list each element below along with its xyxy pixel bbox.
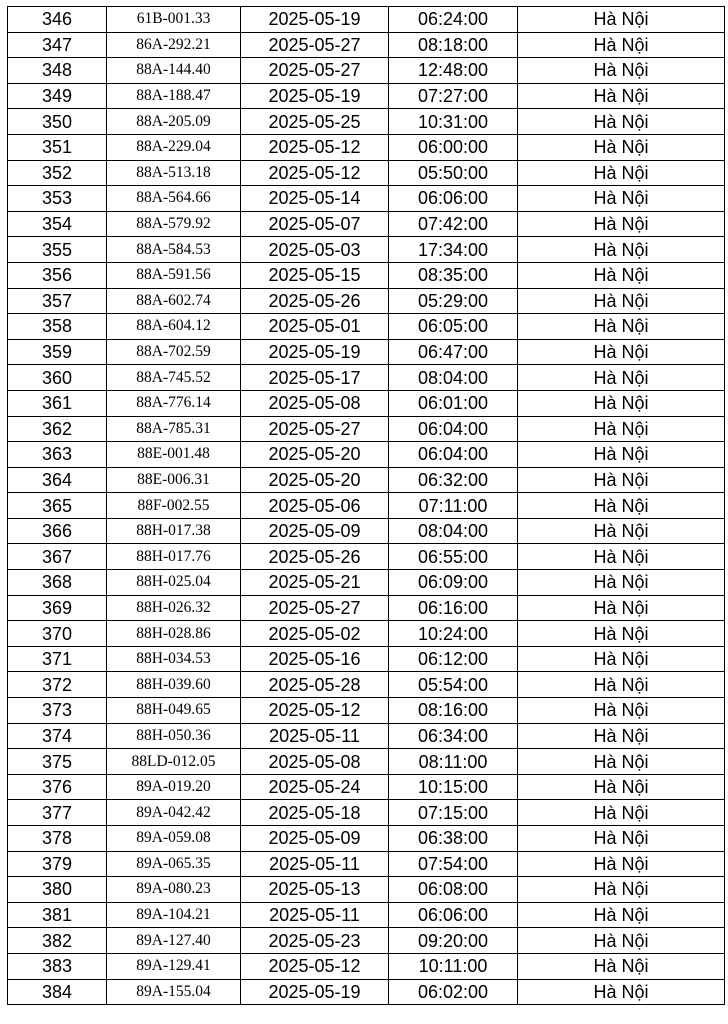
table-row (8, 186, 725, 212)
row-index-cell: 381 (8, 902, 107, 928)
table-row (8, 109, 725, 135)
row-index-cell: 346 (8, 7, 107, 33)
license-plate-cell: 88A-564.66 (107, 186, 241, 212)
table-row (8, 339, 725, 365)
row-index-cell: 379 (8, 851, 107, 877)
location-cell: Hà Nội (518, 288, 725, 314)
table-row (8, 621, 725, 647)
location-cell: Hà Nội (518, 416, 725, 442)
date-cell: 2025-05-08 (241, 749, 389, 775)
license-plate-cell: 88A-785.31 (107, 416, 241, 442)
time-cell: 10:24:00 (389, 621, 518, 647)
time-cell: 06:09:00 (389, 570, 518, 596)
row-index-cell: 347 (8, 32, 107, 58)
time-cell: 08:11:00 (389, 749, 518, 775)
license-plate-cell: 89A-129.41 (107, 953, 241, 979)
table-row (8, 83, 725, 109)
license-plate-cell: 89A-042.42 (107, 800, 241, 826)
date-cell: 2025-05-18 (241, 800, 389, 826)
time-cell: 17:34:00 (389, 237, 518, 263)
license-plate-cell: 89A-059.08 (107, 826, 241, 852)
row-index-cell: 384 (8, 979, 107, 1005)
date-cell: 2025-05-12 (241, 160, 389, 186)
table-row (8, 953, 725, 979)
table-row (8, 237, 725, 263)
license-plate-cell: 89A-065.35 (107, 851, 241, 877)
license-plate-cell: 88H-050.36 (107, 723, 241, 749)
date-cell: 2025-05-19 (241, 7, 389, 33)
row-index-cell: 374 (8, 723, 107, 749)
license-plate-cell: 88A-702.59 (107, 339, 241, 365)
time-cell: 08:04:00 (389, 518, 518, 544)
table-row (8, 800, 725, 826)
license-plate-cell: 88H-049.65 (107, 698, 241, 724)
date-cell: 2025-05-20 (241, 467, 389, 493)
table-row (8, 58, 725, 84)
time-cell: 05:29:00 (389, 288, 518, 314)
time-cell: 06:00:00 (389, 134, 518, 160)
date-cell: 2025-05-09 (241, 518, 389, 544)
row-index-cell: 364 (8, 467, 107, 493)
table-row (8, 979, 725, 1005)
row-index-cell: 359 (8, 339, 107, 365)
row-index-cell: 353 (8, 186, 107, 212)
table-row (8, 518, 725, 544)
time-cell: 10:31:00 (389, 109, 518, 135)
license-plate-cell: 88A-591.56 (107, 262, 241, 288)
date-cell: 2025-05-25 (241, 109, 389, 135)
table-row (8, 160, 725, 186)
location-cell: Hà Nội (518, 826, 725, 852)
date-cell: 2025-05-17 (241, 365, 389, 391)
date-cell: 2025-05-23 (241, 928, 389, 954)
location-cell: Hà Nội (518, 442, 725, 468)
row-index-cell: 348 (8, 58, 107, 84)
license-plate-cell: 88H-039.60 (107, 672, 241, 698)
location-cell: Hà Nội (518, 339, 725, 365)
time-cell: 06:06:00 (389, 902, 518, 928)
row-index-cell: 358 (8, 314, 107, 340)
license-plate-cell: 88A-205.09 (107, 109, 241, 135)
row-index-cell: 352 (8, 160, 107, 186)
date-cell: 2025-05-07 (241, 211, 389, 237)
row-index-cell: 355 (8, 237, 107, 263)
location-cell: Hà Nội (518, 83, 725, 109)
table-row (8, 442, 725, 468)
time-cell: 06:06:00 (389, 186, 518, 212)
row-index-cell: 360 (8, 365, 107, 391)
location-cell: Hà Nội (518, 800, 725, 826)
table-row (8, 493, 725, 519)
table-row (8, 570, 725, 596)
license-plate-cell: 88A-144.40 (107, 58, 241, 84)
table-row (8, 288, 725, 314)
table-row (8, 851, 725, 877)
location-cell: Hà Nội (518, 774, 725, 800)
location-cell: Hà Nội (518, 979, 725, 1005)
row-index-cell: 378 (8, 826, 107, 852)
license-plate-cell: 88F-002.55 (107, 493, 241, 519)
time-cell: 06:16:00 (389, 595, 518, 621)
location-cell: Hà Nội (518, 160, 725, 186)
row-index-cell: 354 (8, 211, 107, 237)
location-cell: Hà Nội (518, 262, 725, 288)
license-plate-cell: 61B-001.33 (107, 7, 241, 33)
license-plate-cell: 88A-602.74 (107, 288, 241, 314)
location-cell: Hà Nội (518, 390, 725, 416)
license-plate-cell: 88H-017.76 (107, 544, 241, 570)
time-cell: 08:18:00 (389, 32, 518, 58)
time-cell: 07:27:00 (389, 83, 518, 109)
time-cell: 06:02:00 (389, 979, 518, 1005)
date-cell: 2025-05-12 (241, 698, 389, 724)
time-cell: 05:54:00 (389, 672, 518, 698)
location-cell: Hà Nội (518, 953, 725, 979)
license-plate-cell: 88H-026.32 (107, 595, 241, 621)
date-cell: 2025-05-24 (241, 774, 389, 800)
row-index-cell: 368 (8, 570, 107, 596)
table-row (8, 877, 725, 903)
time-cell: 05:50:00 (389, 160, 518, 186)
location-cell: Hà Nội (518, 851, 725, 877)
license-plate-cell: 88H-034.53 (107, 646, 241, 672)
license-plate-cell: 88E-001.48 (107, 442, 241, 468)
time-cell: 06:05:00 (389, 314, 518, 340)
time-cell: 06:04:00 (389, 416, 518, 442)
date-cell: 2025-05-26 (241, 288, 389, 314)
date-cell: 2025-05-21 (241, 570, 389, 596)
row-index-cell: 373 (8, 698, 107, 724)
row-index-cell: 362 (8, 416, 107, 442)
table-row (8, 672, 725, 698)
table-row (8, 390, 725, 416)
location-cell: Hà Nội (518, 672, 725, 698)
table-row (8, 365, 725, 391)
date-cell: 2025-05-11 (241, 902, 389, 928)
date-cell: 2025-05-27 (241, 416, 389, 442)
date-cell: 2025-05-06 (241, 493, 389, 519)
license-plate-cell: 88A-584.53 (107, 237, 241, 263)
table-row (8, 134, 725, 160)
table-row (8, 826, 725, 852)
date-cell: 2025-05-12 (241, 134, 389, 160)
row-index-cell: 361 (8, 390, 107, 416)
location-cell: Hà Nội (518, 365, 725, 391)
location-cell: Hà Nội (518, 646, 725, 672)
table-row (8, 774, 725, 800)
license-plate-cell: 88A-604.12 (107, 314, 241, 340)
location-cell: Hà Nội (518, 877, 725, 903)
row-index-cell: 372 (8, 672, 107, 698)
table-row (8, 902, 725, 928)
row-index-cell: 349 (8, 83, 107, 109)
location-cell: Hà Nội (518, 186, 725, 212)
location-cell: Hà Nội (518, 928, 725, 954)
time-cell: 08:35:00 (389, 262, 518, 288)
row-index-cell: 375 (8, 749, 107, 775)
location-cell: Hà Nội (518, 134, 725, 160)
time-cell: 06:01:00 (389, 390, 518, 416)
date-cell: 2025-05-13 (241, 877, 389, 903)
row-index-cell: 371 (8, 646, 107, 672)
row-index-cell: 369 (8, 595, 107, 621)
date-cell: 2025-05-26 (241, 544, 389, 570)
location-cell: Hà Nội (518, 314, 725, 340)
date-cell: 2025-05-03 (241, 237, 389, 263)
location-cell: Hà Nội (518, 902, 725, 928)
date-cell: 2025-05-11 (241, 851, 389, 877)
table-row (8, 749, 725, 775)
violations-table (7, 6, 725, 1005)
time-cell: 07:42:00 (389, 211, 518, 237)
license-plate-cell: 88LD-012.05 (107, 749, 241, 775)
date-cell: 2025-05-02 (241, 621, 389, 647)
row-index-cell: 382 (8, 928, 107, 954)
date-cell: 2025-05-16 (241, 646, 389, 672)
license-plate-cell: 88A-229.04 (107, 134, 241, 160)
location-cell: Hà Nội (518, 493, 725, 519)
table-row (8, 314, 725, 340)
time-cell: 07:54:00 (389, 851, 518, 877)
date-cell: 2025-05-12 (241, 953, 389, 979)
time-cell: 10:11:00 (389, 953, 518, 979)
location-cell: Hà Nội (518, 7, 725, 33)
table-row (8, 467, 725, 493)
table-row (8, 7, 725, 33)
table-row (8, 416, 725, 442)
row-index-cell: 365 (8, 493, 107, 519)
table-row (8, 32, 725, 58)
row-index-cell: 366 (8, 518, 107, 544)
table-row (8, 646, 725, 672)
row-index-cell: 376 (8, 774, 107, 800)
row-index-cell: 357 (8, 288, 107, 314)
time-cell: 06:12:00 (389, 646, 518, 672)
license-plate-cell: 88A-745.52 (107, 365, 241, 391)
license-plate-cell: 89A-019.20 (107, 774, 241, 800)
date-cell: 2025-05-27 (241, 595, 389, 621)
table-row (8, 698, 725, 724)
license-plate-cell: 88E-006.31 (107, 467, 241, 493)
date-cell: 2025-05-19 (241, 339, 389, 365)
row-index-cell: 363 (8, 442, 107, 468)
location-cell: Hà Nội (518, 32, 725, 58)
row-index-cell: 370 (8, 621, 107, 647)
time-cell: 06:24:00 (389, 7, 518, 33)
location-cell: Hà Nội (518, 518, 725, 544)
table-row (8, 928, 725, 954)
license-plate-cell: 89A-155.04 (107, 979, 241, 1005)
license-plate-cell: 86A-292.21 (107, 32, 241, 58)
license-plate-cell: 88H-017.38 (107, 518, 241, 544)
time-cell: 06:34:00 (389, 723, 518, 749)
location-cell: Hà Nội (518, 570, 725, 596)
time-cell: 06:04:00 (389, 442, 518, 468)
location-cell: Hà Nội (518, 723, 725, 749)
date-cell: 2025-05-09 (241, 826, 389, 852)
date-cell: 2025-05-19 (241, 83, 389, 109)
time-cell: 06:38:00 (389, 826, 518, 852)
date-cell: 2025-05-15 (241, 262, 389, 288)
license-plate-cell: 88H-025.04 (107, 570, 241, 596)
time-cell: 08:16:00 (389, 698, 518, 724)
table-row (8, 595, 725, 621)
license-plate-cell: 88H-028.86 (107, 621, 241, 647)
date-cell: 2025-05-19 (241, 979, 389, 1005)
license-plate-cell: 89A-104.21 (107, 902, 241, 928)
date-cell: 2025-05-14 (241, 186, 389, 212)
time-cell: 09:20:00 (389, 928, 518, 954)
location-cell: Hà Nội (518, 544, 725, 570)
license-plate-cell: 89A-127.40 (107, 928, 241, 954)
row-index-cell: 380 (8, 877, 107, 903)
time-cell: 06:08:00 (389, 877, 518, 903)
row-index-cell: 356 (8, 262, 107, 288)
location-cell: Hà Nội (518, 749, 725, 775)
time-cell: 08:04:00 (389, 365, 518, 391)
location-cell: Hà Nội (518, 211, 725, 237)
row-index-cell: 377 (8, 800, 107, 826)
table-body (8, 7, 725, 1005)
license-plate-cell: 89A-080.23 (107, 877, 241, 903)
time-cell: 06:32:00 (389, 467, 518, 493)
time-cell: 07:15:00 (389, 800, 518, 826)
date-cell: 2025-05-01 (241, 314, 389, 340)
time-cell: 06:47:00 (389, 339, 518, 365)
location-cell: Hà Nội (518, 621, 725, 647)
table-row (8, 262, 725, 288)
location-cell: Hà Nội (518, 58, 725, 84)
time-cell: 06:55:00 (389, 544, 518, 570)
location-cell: Hà Nội (518, 698, 725, 724)
location-cell: Hà Nội (518, 467, 725, 493)
row-index-cell: 383 (8, 953, 107, 979)
date-cell: 2025-05-11 (241, 723, 389, 749)
date-cell: 2025-05-28 (241, 672, 389, 698)
time-cell: 12:48:00 (389, 58, 518, 84)
table-row (8, 544, 725, 570)
table-row (8, 723, 725, 749)
license-plate-cell: 88A-776.14 (107, 390, 241, 416)
row-index-cell: 367 (8, 544, 107, 570)
license-plate-cell: 88A-579.92 (107, 211, 241, 237)
table-row (8, 211, 725, 237)
license-plate-cell: 88A-513.18 (107, 160, 241, 186)
location-cell: Hà Nội (518, 109, 725, 135)
location-cell: Hà Nội (518, 595, 725, 621)
date-cell: 2025-05-20 (241, 442, 389, 468)
license-plate-cell: 88A-188.47 (107, 83, 241, 109)
date-cell: 2025-05-08 (241, 390, 389, 416)
row-index-cell: 350 (8, 109, 107, 135)
time-cell: 07:11:00 (389, 493, 518, 519)
date-cell: 2025-05-27 (241, 58, 389, 84)
date-cell: 2025-05-27 (241, 32, 389, 58)
time-cell: 10:15:00 (389, 774, 518, 800)
location-cell: Hà Nội (518, 237, 725, 263)
row-index-cell: 351 (8, 134, 107, 160)
